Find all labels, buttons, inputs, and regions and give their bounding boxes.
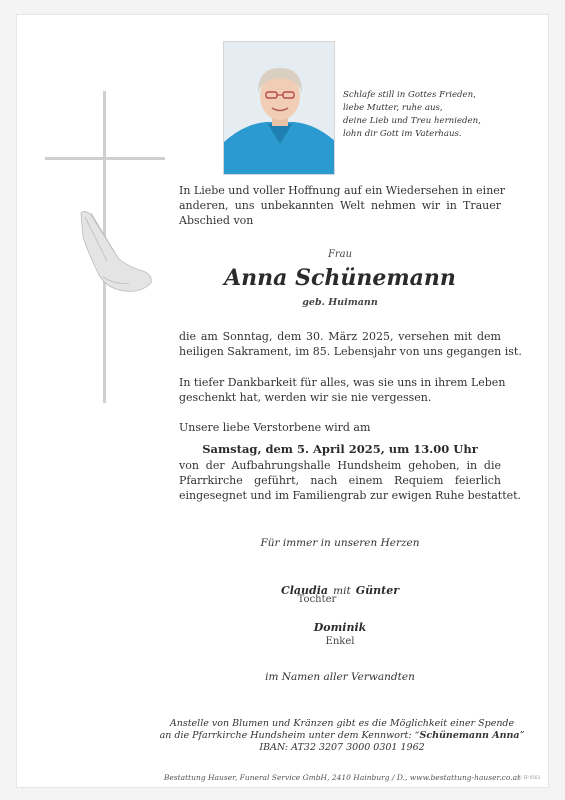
donation-iban: IBAN: AT32 3207 3000 0301 1962 [259, 742, 425, 753]
ceremony-intro [179, 420, 501, 435]
funeral-service-footer: Bestattung Hauser, Funeral Service GmbH, 2410 Hainburg / D., www.bestattung-hauser.co.at [163, 773, 521, 782]
donation-quote: ” [519, 730, 525, 741]
verse-line: deine Lieb und Treu hernieden, [343, 116, 481, 126]
ceremony-details-paragraph [179, 458, 522, 503]
intro-line: anderen, uns unbekannten Welt nehmen wir in Trauer [179, 199, 501, 212]
donation-text: an die Pfarrkirche Hundsheim unter dem Kennwort: “ [159, 730, 420, 741]
death-notice-line: die am Sonntag, dem 30. März 2025, versehen mit dem [179, 330, 501, 343]
donation-line: Anstelle von Blumen und Kränzen gibt es die Möglichkeit einer Spende [169, 718, 515, 729]
mourner-partner: Günter [355, 584, 400, 597]
mourner-relation: Tochter [297, 594, 337, 605]
death-notice-paragraph [179, 329, 522, 359]
mourner-joiner: mit [333, 585, 351, 597]
donation-keyword: Schünemann Anna [419, 730, 520, 741]
verse-poem [343, 89, 543, 141]
cross-with-praying-hands-icon [45, 91, 175, 411]
verse-line: lohn dir Gott im Vaterhaus. [343, 129, 462, 139]
ceremony-details-line: von der Aufbahrungshalle Hundsheim gehoben, in die [179, 459, 501, 472]
donation-line [137, 730, 547, 742]
birth-name: geb. Huimann [302, 297, 378, 308]
death-notice-line: heiligen Sakrament, im 85. Lebensjahr von uns gegangen ist. [179, 345, 522, 358]
verse-line: Schlafe still in Gottes Frieden, [343, 90, 476, 100]
intro-paragraph [179, 183, 506, 228]
intro-line: Abschied von [179, 214, 254, 227]
mourner-name: Claudia [280, 584, 329, 597]
mourner-name: Dominik [313, 621, 367, 634]
praying-hands-icon [81, 211, 151, 291]
obituary-card [16, 14, 549, 788]
copyright-mark: © EP 0563 [518, 775, 540, 780]
ceremony-details-line: Pfarrkirche geführt, nach einem Requiem feierlich [179, 474, 501, 487]
mourner-relation: Enkel [325, 636, 355, 647]
ceremony-details-line: eingesegnet und im Familiengrab zur ewigen Ruhe bestattet. [179, 489, 522, 502]
verse-line: liebe Mutter, ruhe aus, [343, 103, 443, 113]
ceremony-intro-line: Unsere liebe Verstorbene wird am [179, 421, 371, 434]
relatives-line: im Namen aller Verwandten [265, 671, 415, 683]
deceased-name: Anna Schünemann [224, 265, 456, 291]
salutation: Frau [327, 249, 353, 260]
closing-line: Für immer in unseren Herzen [260, 537, 420, 549]
donation-note [137, 718, 547, 754]
ceremony-date: Samstag, dem 5. April 2025, um 13.00 Uhr [202, 442, 478, 456]
gratitude-line: geschenkt hat, werden wir sie nie vergessen. [179, 391, 432, 404]
portrait-image [224, 42, 335, 175]
portrait-photo [223, 41, 335, 175]
gratitude-paragraph [179, 375, 506, 405]
gratitude-line: In tiefer Dankbarkeit für alles, was sie uns in ihrem Leben [179, 376, 506, 389]
intro-line: In Liebe und voller Hoffnung auf ein Wiedersehen in einer [179, 184, 506, 197]
